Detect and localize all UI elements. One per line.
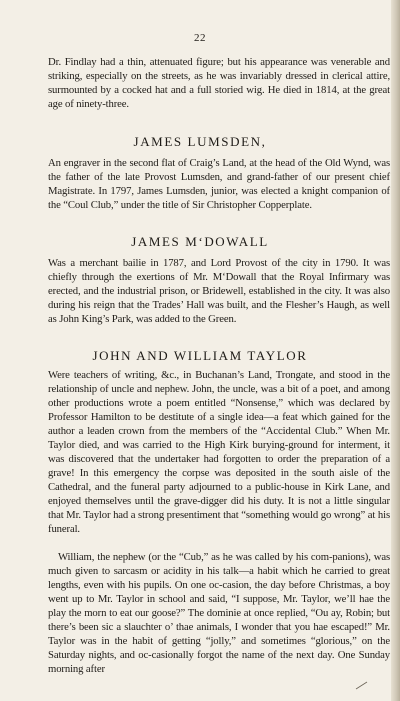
paragraph-william-taylor: William, the nephew (or the “Cub,” as he was called by his com-panions), was much given to sarcasm or acidity in his talk—a habit which he carried to great lengths, even with his pupils. On one oc-casion, the day before Christmas, a boy went up to Mr. Taylor in school and said, “I suppose, Mr. Taylor, we’ll hae the play the morn to eat our goose?” The dominie at once replied, “Ou ay, Robin; but there’s been sic a slauchter o’ thae animals, I wonder that you hae escaped!” Mr. Taylor was in the habit of getting “jolly,” and sometimes “glorious,” on the Saturday nights, and oc-casionally forgot the name of the next day. One Sunday morning after [48,551,390,675]
paragraph-findlay: Dr. Findlay had a thin, attenuated figure; but his appearance was venerable and striking, especially on the streets, as he was invariably dressed in clerical attire, surmounted by a cocked hat and a full storied wig. He died in 1814, at the great age of ninety-three. [48,56,390,110]
heading-john-and-william-taylor: JOHN AND WILLIAM TAYLOR [92,348,308,363]
pencil-mark-icon [355,680,369,690]
paragraph-john-taylor: Were teachers of writing, &c., in Buchanan’s Land, Trongate, and stood in the relationship of uncle and nephew. John, the uncle, was a bit of a poet, and among other productions wrote a poem entitled “Nonsense,” which was declared by Professor Hamilton to be destitute of a single idea—a feat which gained for the author a leaden crown from the members of the “Accidental Club.” When Mr. Taylor died, and was carried to the High Kirk burying-ground for interment, it was discovered that the undertaker had forgotten to order the preparation of a grave! In this emergency the corpse was deposited in the south aisle of the Cathedral, and the funeral party adjourned to a public-house in Kirk Lane, and enjoyed themselves until the grave-digger did his duty. It is not a little singular that Mr. Taylor had a strong presentiment that “something would go wrong” at his funeral. [48,369,390,535]
heading-james-mdowall: JAMES M‘DOWALL [131,234,269,249]
page-number: 22 [194,32,206,44]
heading-james-lumsden: JAMES LUMSDEN, [133,134,267,149]
paragraph-mdowall: Was a merchant bailie in 1787, and Lord Provost of the city in 1790. It was chiefly through the exertions of Mr. M‘Dowall that the Royal Infirmary was erected, and the industrial prison, or Bridewell, established in the city. It was also during his reign that the Trades’ Hall was built, and the Flesher’s Haugh, as well as John King’s Park, was added to the Green. [48,257,390,325]
paragraph-lumsden: An engraver in the second flat of Craig’s Land, at the head of the Old Wynd, was the father of the late Provost Lumsden, and grand-father of our present chief Magistrate. In 1797, James Lumsden, junior, was elected a knight companion of the “Coul Club,” under the title of Sir Christopher Copperplate. [48,157,390,211]
